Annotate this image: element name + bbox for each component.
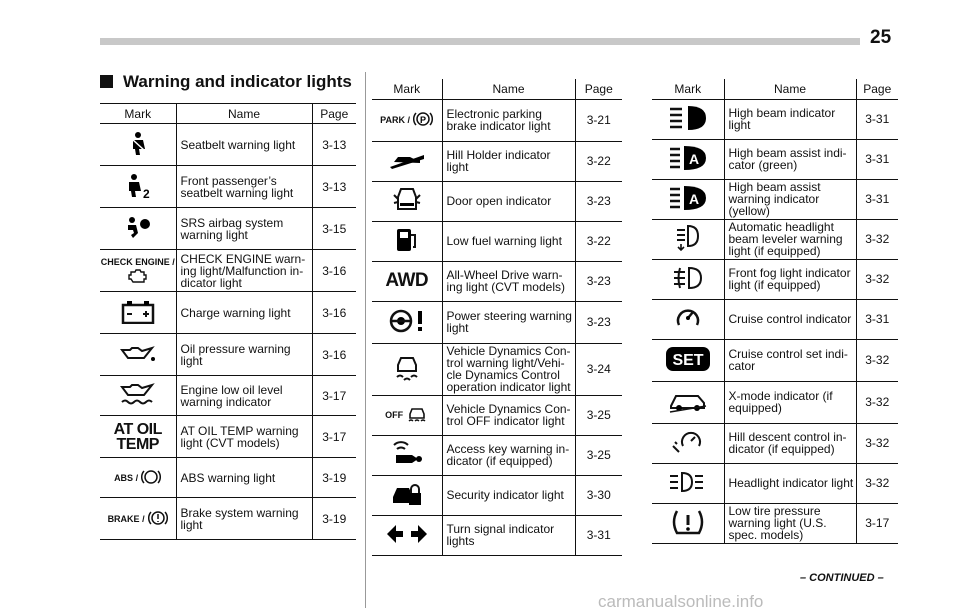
table-row [652, 423, 898, 463]
table-row [652, 259, 898, 299]
page-cell: 3-32 [856, 219, 898, 259]
mark-cell [652, 423, 724, 463]
headlight-icon [668, 471, 708, 495]
mark-text: OFF [385, 410, 404, 421]
mark-cell [372, 435, 442, 475]
table-column-1 [100, 103, 356, 540]
fog-light-icon [671, 265, 705, 293]
access-key-icon [390, 441, 424, 469]
name-cell: High beam assist indi-cator (green) [724, 139, 856, 179]
high-beam-assist-warning-icon [668, 184, 708, 214]
name-cell: Door open indicator [442, 181, 575, 221]
mark-cell [100, 250, 176, 292]
name-cell: Cruise control indicator [724, 299, 856, 339]
table-row [372, 181, 622, 221]
security-icon [390, 481, 424, 509]
name-cell: Hill Holder indicator light [442, 141, 575, 181]
header-mark: Mark [100, 104, 176, 124]
table-row [652, 219, 898, 259]
cruise-control-icon [674, 305, 702, 333]
svg-text:2: 2 [142, 186, 150, 199]
name-cell: ABS warning light [176, 458, 312, 498]
table-row [652, 381, 898, 423]
mark-cell [372, 181, 442, 221]
page-cell: 3-25 [575, 435, 622, 475]
table-row [100, 124, 356, 166]
headlight-leveler-icon [674, 224, 702, 254]
name-cell: Front passenger’s seatbelt warning light [176, 166, 312, 208]
table-row [100, 458, 356, 498]
table-row [372, 435, 622, 475]
mark-cell [652, 339, 724, 381]
page-cell: 3-23 [575, 181, 622, 221]
svg-text:A: A [688, 191, 699, 207]
name-cell: CHECK ENGINE warn-ing light/Malfunction in-dicator light [176, 250, 312, 292]
at-oil-temp-icon: AT OIL TEMP [113, 420, 162, 453]
name-cell: Oil pressure warning light [176, 334, 312, 376]
header-page: Page [575, 79, 622, 99]
table-row [100, 208, 356, 250]
table-row [652, 99, 898, 139]
svg-text:SET: SET [672, 352, 704, 369]
header-name: Name [176, 104, 312, 124]
mark-cell [652, 299, 724, 339]
check-engine-icon [128, 268, 148, 286]
page-cell: 3-22 [575, 141, 622, 181]
svg-text:A: A [688, 151, 699, 167]
mark-cell [372, 395, 442, 435]
table-row [372, 141, 622, 181]
page-cell: 3-32 [856, 259, 898, 299]
name-cell: Automatic headlight beam leveler warning light (if equipped) [724, 219, 856, 259]
mark-text: PARK / [380, 115, 410, 126]
mark-cell [652, 381, 724, 423]
hill-holder-icon [388, 149, 426, 173]
page-cell: 3-15 [312, 208, 356, 250]
mark-cell [372, 261, 442, 301]
page-cell: 3-17 [312, 376, 356, 416]
table-row [652, 179, 898, 219]
mark-cell [372, 141, 442, 181]
header-mark: Mark [652, 79, 724, 99]
page-cell: 3-23 [575, 301, 622, 343]
name-cell: Turn signal indicator lights [442, 515, 575, 555]
table-row [372, 475, 622, 515]
table-row [372, 221, 622, 261]
mark-cell [100, 208, 176, 250]
name-cell: Vehicle Dynamics Con-trol OFF indicator light [442, 395, 575, 435]
table-row [372, 343, 622, 395]
page-cell: 3-31 [856, 179, 898, 219]
table-row [372, 99, 622, 141]
page-cell: 3-31 [575, 515, 622, 555]
name-cell: AT OIL TEMP warning light (CVT models) [176, 416, 312, 458]
mark-cell [100, 376, 176, 416]
turn-signal-icon [385, 523, 429, 547]
indicator-table [100, 103, 356, 540]
table-row [652, 139, 898, 179]
section-bullet-icon [100, 75, 113, 88]
page-cell: 3-32 [856, 423, 898, 463]
column-divider [365, 72, 366, 608]
abs-icon [141, 467, 161, 489]
oil-can-icon [120, 344, 156, 366]
page-cell: 3-22 [575, 221, 622, 261]
battery-icon [121, 300, 155, 326]
mark-cell [652, 139, 724, 179]
indicator-table [372, 79, 622, 556]
table-row [372, 301, 622, 343]
name-cell: SRS airbag system warning light [176, 208, 312, 250]
page-cell: 3-17 [856, 503, 898, 543]
page-cell: 3-13 [312, 166, 356, 208]
mark-cell [652, 259, 724, 299]
page-cell: 3-17 [312, 416, 356, 458]
name-cell: Brake system warning light [176, 498, 312, 540]
page-cell: 3-21 [575, 99, 622, 141]
name-cell: Electronic parking brake indicator light [442, 99, 575, 141]
header-page: Page [856, 79, 898, 99]
airbag-icon [124, 215, 152, 243]
table-header-row [652, 79, 898, 99]
page-cell: 3-32 [856, 339, 898, 381]
vdc-off-icon [406, 406, 428, 424]
table-row [652, 339, 898, 381]
page-cell: 3-31 [856, 299, 898, 339]
page-cell: 3-13 [312, 124, 356, 166]
page-cell: 3-32 [856, 463, 898, 503]
table-row [100, 166, 356, 208]
table-row [100, 376, 356, 416]
table-row [100, 292, 356, 334]
name-cell: High beam indicator light [724, 99, 856, 139]
name-cell: Charge warning light [176, 292, 312, 334]
mark-cell [652, 179, 724, 219]
brake-icon [148, 508, 168, 530]
table-header-row [100, 104, 356, 124]
page-cell: 3-31 [856, 139, 898, 179]
table-row [100, 416, 356, 458]
header-name: Name [724, 79, 856, 99]
table-row [372, 261, 622, 301]
mark-cell [372, 343, 442, 395]
tire-pressure-icon [671, 507, 705, 539]
mark-cell [100, 292, 176, 334]
name-cell: All-Wheel Drive warn-ing light (CVT models) [442, 261, 575, 301]
cruise-set-icon [665, 346, 711, 374]
table-row [100, 498, 356, 540]
table-row [372, 395, 622, 435]
mark-cell [100, 416, 176, 458]
mark-text: BRAKE / [107, 513, 145, 524]
watermark: carmanualsonline.info [598, 592, 764, 611]
page-cell: 3-19 [312, 498, 356, 540]
name-cell: Low tire pressure warning light (U.S. spec. models) [724, 503, 856, 543]
mark-cell [100, 458, 176, 498]
page-cell: 3-25 [575, 395, 622, 435]
mark-text: CHECK ENGINE / [100, 257, 175, 267]
x-mode-icon [668, 388, 708, 416]
power-steering-icon [387, 308, 427, 336]
name-cell: X-mode indicator (if equipped) [724, 381, 856, 423]
name-cell: Low fuel warning light [442, 221, 575, 261]
mark-cell [372, 99, 442, 141]
mark-cell [100, 498, 176, 540]
mark-cell [372, 475, 442, 515]
table-column-3 [652, 79, 898, 544]
name-cell: Headlight indicator light [724, 463, 856, 503]
fuel-pump-icon [394, 227, 420, 255]
mark-cell [372, 515, 442, 555]
table-row [100, 334, 356, 376]
name-cell: High beam assist warning indicator (yellow) [724, 179, 856, 219]
table-column-2 [372, 79, 622, 556]
section-title [100, 72, 352, 92]
passenger-seatbelt-icon [123, 173, 153, 201]
name-cell: Security indicator light [442, 475, 575, 515]
page-cell: 3-19 [312, 458, 356, 498]
name-cell: Vehicle Dynamics Con-trol warning light/Vehi-cle Dynamics Control operation indicator light [442, 343, 575, 395]
page-cell: 3-32 [856, 381, 898, 423]
svg-text:P: P [420, 115, 427, 125]
mark-cell [652, 219, 724, 259]
high-beam-assist-icon [668, 144, 708, 174]
awd-icon: AWD [385, 269, 429, 291]
indicator-table [652, 79, 898, 544]
page-cell: 3-31 [856, 99, 898, 139]
table-row [652, 299, 898, 339]
page-cell: 3-23 [575, 261, 622, 301]
name-cell: Cruise control set indi-cator [724, 339, 856, 381]
seatbelt-icon [125, 131, 151, 159]
mark-cell [652, 503, 724, 543]
section-title-text: Warning and indicator lights [123, 72, 352, 91]
page-cell: 3-16 [312, 292, 356, 334]
header-page: Page [312, 104, 356, 124]
name-cell: Hill descent control in-dicator (if equipped) [724, 423, 856, 463]
header-name: Name [442, 79, 575, 99]
mark-cell [100, 334, 176, 376]
vdc-icon [394, 353, 420, 385]
page-cell: 3-16 [312, 250, 356, 292]
name-cell: Power steering warning light [442, 301, 575, 343]
name-cell: Front fog light indicator light (if equipped) [724, 259, 856, 299]
hill-descent-icon [671, 428, 705, 458]
name-cell: Access key warning in-dicator (if equipped) [442, 435, 575, 475]
mark-cell [100, 166, 176, 208]
name-cell: Engine low oil level warning indicator [176, 376, 312, 416]
mark-text: ABS / [114, 472, 139, 483]
page-number: 25 [870, 27, 892, 48]
table-row [100, 250, 356, 292]
mark-cell [100, 124, 176, 166]
continued-label: – CONTINUED – [800, 572, 884, 584]
mark-cell [372, 301, 442, 343]
page-cell: 3-30 [575, 475, 622, 515]
header-mark: Mark [372, 79, 442, 99]
header-bar [100, 38, 860, 45]
table-row [652, 463, 898, 503]
mark-cell [652, 463, 724, 503]
high-beam-icon [668, 104, 708, 134]
mark-cell [652, 99, 724, 139]
name-cell: Seatbelt warning light [176, 124, 312, 166]
table-row [652, 503, 898, 543]
table-row [372, 515, 622, 555]
oil-level-icon [120, 382, 156, 410]
page-cell: 3-24 [575, 343, 622, 395]
mark-cell [372, 221, 442, 261]
parking-brake-icon [413, 109, 433, 131]
page-cell: 3-16 [312, 334, 356, 376]
table-header-row [372, 79, 622, 99]
door-open-icon [392, 187, 422, 215]
